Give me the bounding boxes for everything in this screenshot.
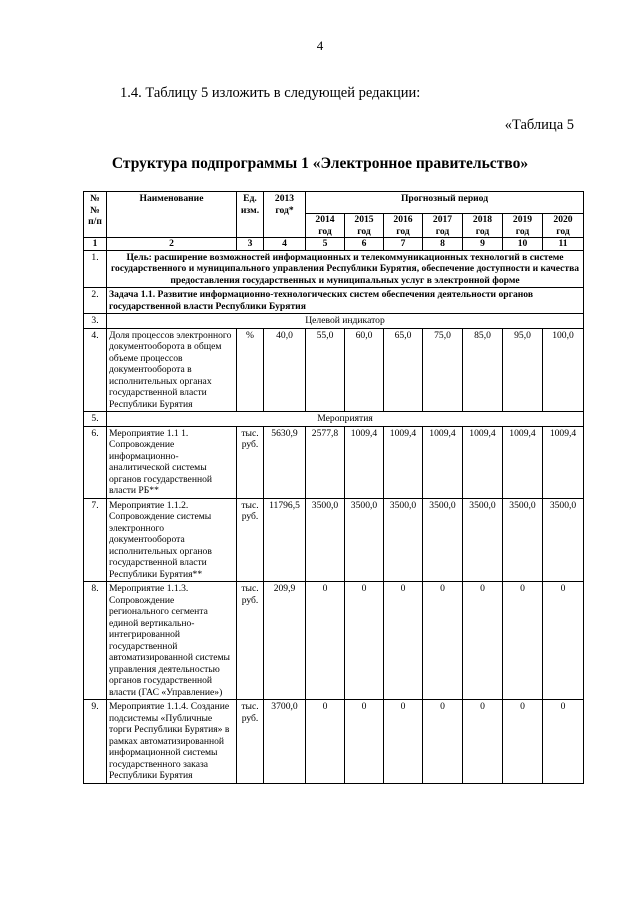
year-label: 2020 bbox=[553, 214, 573, 225]
row-value: 1009,4 bbox=[503, 426, 543, 498]
year-unit: год bbox=[357, 225, 371, 237]
year-unit: год bbox=[556, 225, 570, 237]
intro-text: 1.4. Таблицу 5 изложить в следующей редакции: bbox=[120, 85, 421, 101]
column-number: 4 bbox=[264, 238, 306, 251]
row-number: 2. bbox=[84, 288, 107, 314]
goal-row bbox=[84, 250, 584, 288]
row-unit: тыс. руб. bbox=[237, 582, 264, 700]
column-number: 6 bbox=[345, 238, 384, 251]
document-title: Структура подпрограммы 1 «Электронное правительство» bbox=[111, 155, 529, 172]
row-value: 0 bbox=[463, 700, 503, 784]
goal-text: Цель: расширение возможностей информационных и телекоммуникационных технологий в системе государственного и муниципального управления Республики Бурятия, обеспечение доступности и качества предоставления государственных и муниципальных услуг в электронной форме bbox=[107, 250, 584, 288]
row-value: 0 bbox=[543, 582, 584, 700]
row-value: 55,0 bbox=[306, 328, 345, 412]
column-number: 8 bbox=[423, 238, 463, 251]
row-value: 0 bbox=[384, 700, 423, 784]
row-name: Доля процессов электронного документооборота в общем объеме процессов документооборота в исполнительных органах государственной власти Республики Бурятия bbox=[107, 328, 237, 412]
row-value: 0 bbox=[503, 700, 543, 784]
year-unit: год bbox=[396, 225, 410, 237]
column-number: 10 bbox=[503, 238, 543, 251]
header-year bbox=[384, 214, 423, 238]
column-number: 1 bbox=[84, 238, 107, 251]
row-value: 209,9 bbox=[264, 582, 306, 700]
year-label: 2016 bbox=[393, 214, 413, 225]
year-label: 2014 bbox=[315, 214, 335, 225]
row-name: Мероприятие 1.1.2. Сопровождение системы электронного документооборота исполнительных органов государственной власти Республики Бурятия** bbox=[107, 498, 237, 582]
row-value: 100,0 bbox=[543, 328, 584, 412]
column-number: 11 bbox=[543, 238, 584, 251]
row-unit: тыс. руб. bbox=[237, 426, 264, 498]
task-row bbox=[84, 288, 584, 314]
header-year bbox=[543, 214, 584, 238]
year-unit: год bbox=[475, 225, 490, 237]
indicator-heading-row bbox=[84, 314, 584, 329]
header-no: №№ п/п bbox=[84, 192, 107, 238]
row-value: 2577,8 bbox=[306, 426, 345, 498]
row-number: 6. bbox=[84, 426, 107, 498]
row-number: 3. bbox=[84, 314, 107, 329]
row-value: 0 bbox=[345, 700, 384, 784]
header-year bbox=[306, 214, 345, 238]
row-value: 3500,0 bbox=[306, 498, 345, 582]
column-number: 3 bbox=[237, 238, 264, 251]
row-value: 3500,0 bbox=[384, 498, 423, 582]
year-unit: год bbox=[318, 225, 332, 237]
year-label: 2015 bbox=[354, 214, 374, 225]
row-unit: тыс. руб. bbox=[237, 700, 264, 784]
column-number: 5 bbox=[306, 238, 345, 251]
task-text: Задача 1.1. Развитие информационно-технологических систем обеспечения деятельности органов государственной власти Республики Бурятия bbox=[107, 288, 584, 314]
row-value: 3700,0 bbox=[264, 700, 306, 784]
indicator-row bbox=[84, 328, 584, 412]
row-number: 9. bbox=[84, 700, 107, 784]
row-value: 95,0 bbox=[503, 328, 543, 412]
row-value: 0 bbox=[503, 582, 543, 700]
measure-row bbox=[84, 582, 584, 700]
row-value: 1009,4 bbox=[423, 426, 463, 498]
row-value: 40,0 bbox=[264, 328, 306, 412]
row-value: 60,0 bbox=[345, 328, 384, 412]
header-year bbox=[423, 214, 463, 238]
header-year bbox=[345, 214, 384, 238]
header-forecast: Прогнозный период bbox=[306, 192, 584, 214]
row-value: 85,0 bbox=[463, 328, 503, 412]
row-value: 11796,5 bbox=[264, 498, 306, 582]
row-name: Мероприятие 1.1.4. Создание подсистемы «Публичные торги Республики Бурятия» в рамках автоматизированной информационной системы государственного заказа Республики Бурятия bbox=[107, 700, 237, 784]
row-value: 3500,0 bbox=[345, 498, 384, 582]
row-value: 3500,0 bbox=[503, 498, 543, 582]
row-value: 65,0 bbox=[384, 328, 423, 412]
row-value: 1009,4 bbox=[463, 426, 503, 498]
row-unit: % bbox=[237, 328, 264, 412]
row-value: 0 bbox=[306, 582, 345, 700]
header-year bbox=[463, 214, 503, 238]
row-value: 0 bbox=[543, 700, 584, 784]
page-number: 4 bbox=[316, 38, 324, 53]
row-value: 75,0 bbox=[423, 328, 463, 412]
measures-heading: Мероприятия bbox=[107, 412, 584, 427]
row-name: Мероприятие 1.1 1. Сопровождение информационно-аналитической системы органов государственной власти РБ** bbox=[107, 426, 237, 498]
row-value: 3500,0 bbox=[423, 498, 463, 582]
row-number: 1. bbox=[84, 250, 107, 288]
row-value: 1009,4 bbox=[543, 426, 584, 498]
year-label: 2017 bbox=[432, 214, 453, 225]
measure-row bbox=[84, 700, 584, 784]
row-number: 5. bbox=[84, 412, 107, 427]
row-number: 4. bbox=[84, 328, 107, 412]
row-name: Мероприятие 1.1.3. Сопровождение регионального сегмента единой вертикально-интегрированной государственной автоматизированной системы управления деятельностью органов государственной власти (ГАС «Управление») bbox=[107, 582, 237, 700]
subprogram-structure-table bbox=[83, 191, 584, 784]
column-number: 2 bbox=[107, 238, 237, 251]
header-unit: Ед. изм. bbox=[237, 192, 264, 238]
row-value: 0 bbox=[384, 582, 423, 700]
measure-row bbox=[84, 498, 584, 582]
row-value: 5630,9 bbox=[264, 426, 306, 498]
year-unit: год bbox=[435, 225, 450, 237]
row-unit: тыс. руб. bbox=[237, 498, 264, 582]
column-number: 9 bbox=[463, 238, 503, 251]
row-value: 3500,0 bbox=[543, 498, 584, 582]
row-value: 0 bbox=[345, 582, 384, 700]
row-value: 0 bbox=[463, 582, 503, 700]
row-number: 8. bbox=[84, 582, 107, 700]
column-number: 7 bbox=[384, 238, 423, 251]
year-label: 2018 bbox=[472, 214, 493, 225]
year-label: 2019 bbox=[512, 214, 533, 225]
measure-row bbox=[84, 426, 584, 498]
row-value: 1009,4 bbox=[345, 426, 384, 498]
indicator-heading: Целевой индикатор bbox=[107, 314, 584, 329]
row-value: 0 bbox=[423, 700, 463, 784]
row-value: 3500,0 bbox=[463, 498, 503, 582]
year-unit: год bbox=[515, 225, 530, 237]
header-name: Наименование bbox=[107, 192, 237, 238]
header-year bbox=[503, 214, 543, 238]
row-value: 1009,4 bbox=[384, 426, 423, 498]
measures-heading-row bbox=[84, 412, 584, 427]
table-reference: «Таблица 5 bbox=[504, 117, 574, 133]
header-base-year: 2013 год* bbox=[264, 192, 306, 238]
row-value: 0 bbox=[423, 582, 463, 700]
row-number: 7. bbox=[84, 498, 107, 582]
row-value: 0 bbox=[306, 700, 345, 784]
